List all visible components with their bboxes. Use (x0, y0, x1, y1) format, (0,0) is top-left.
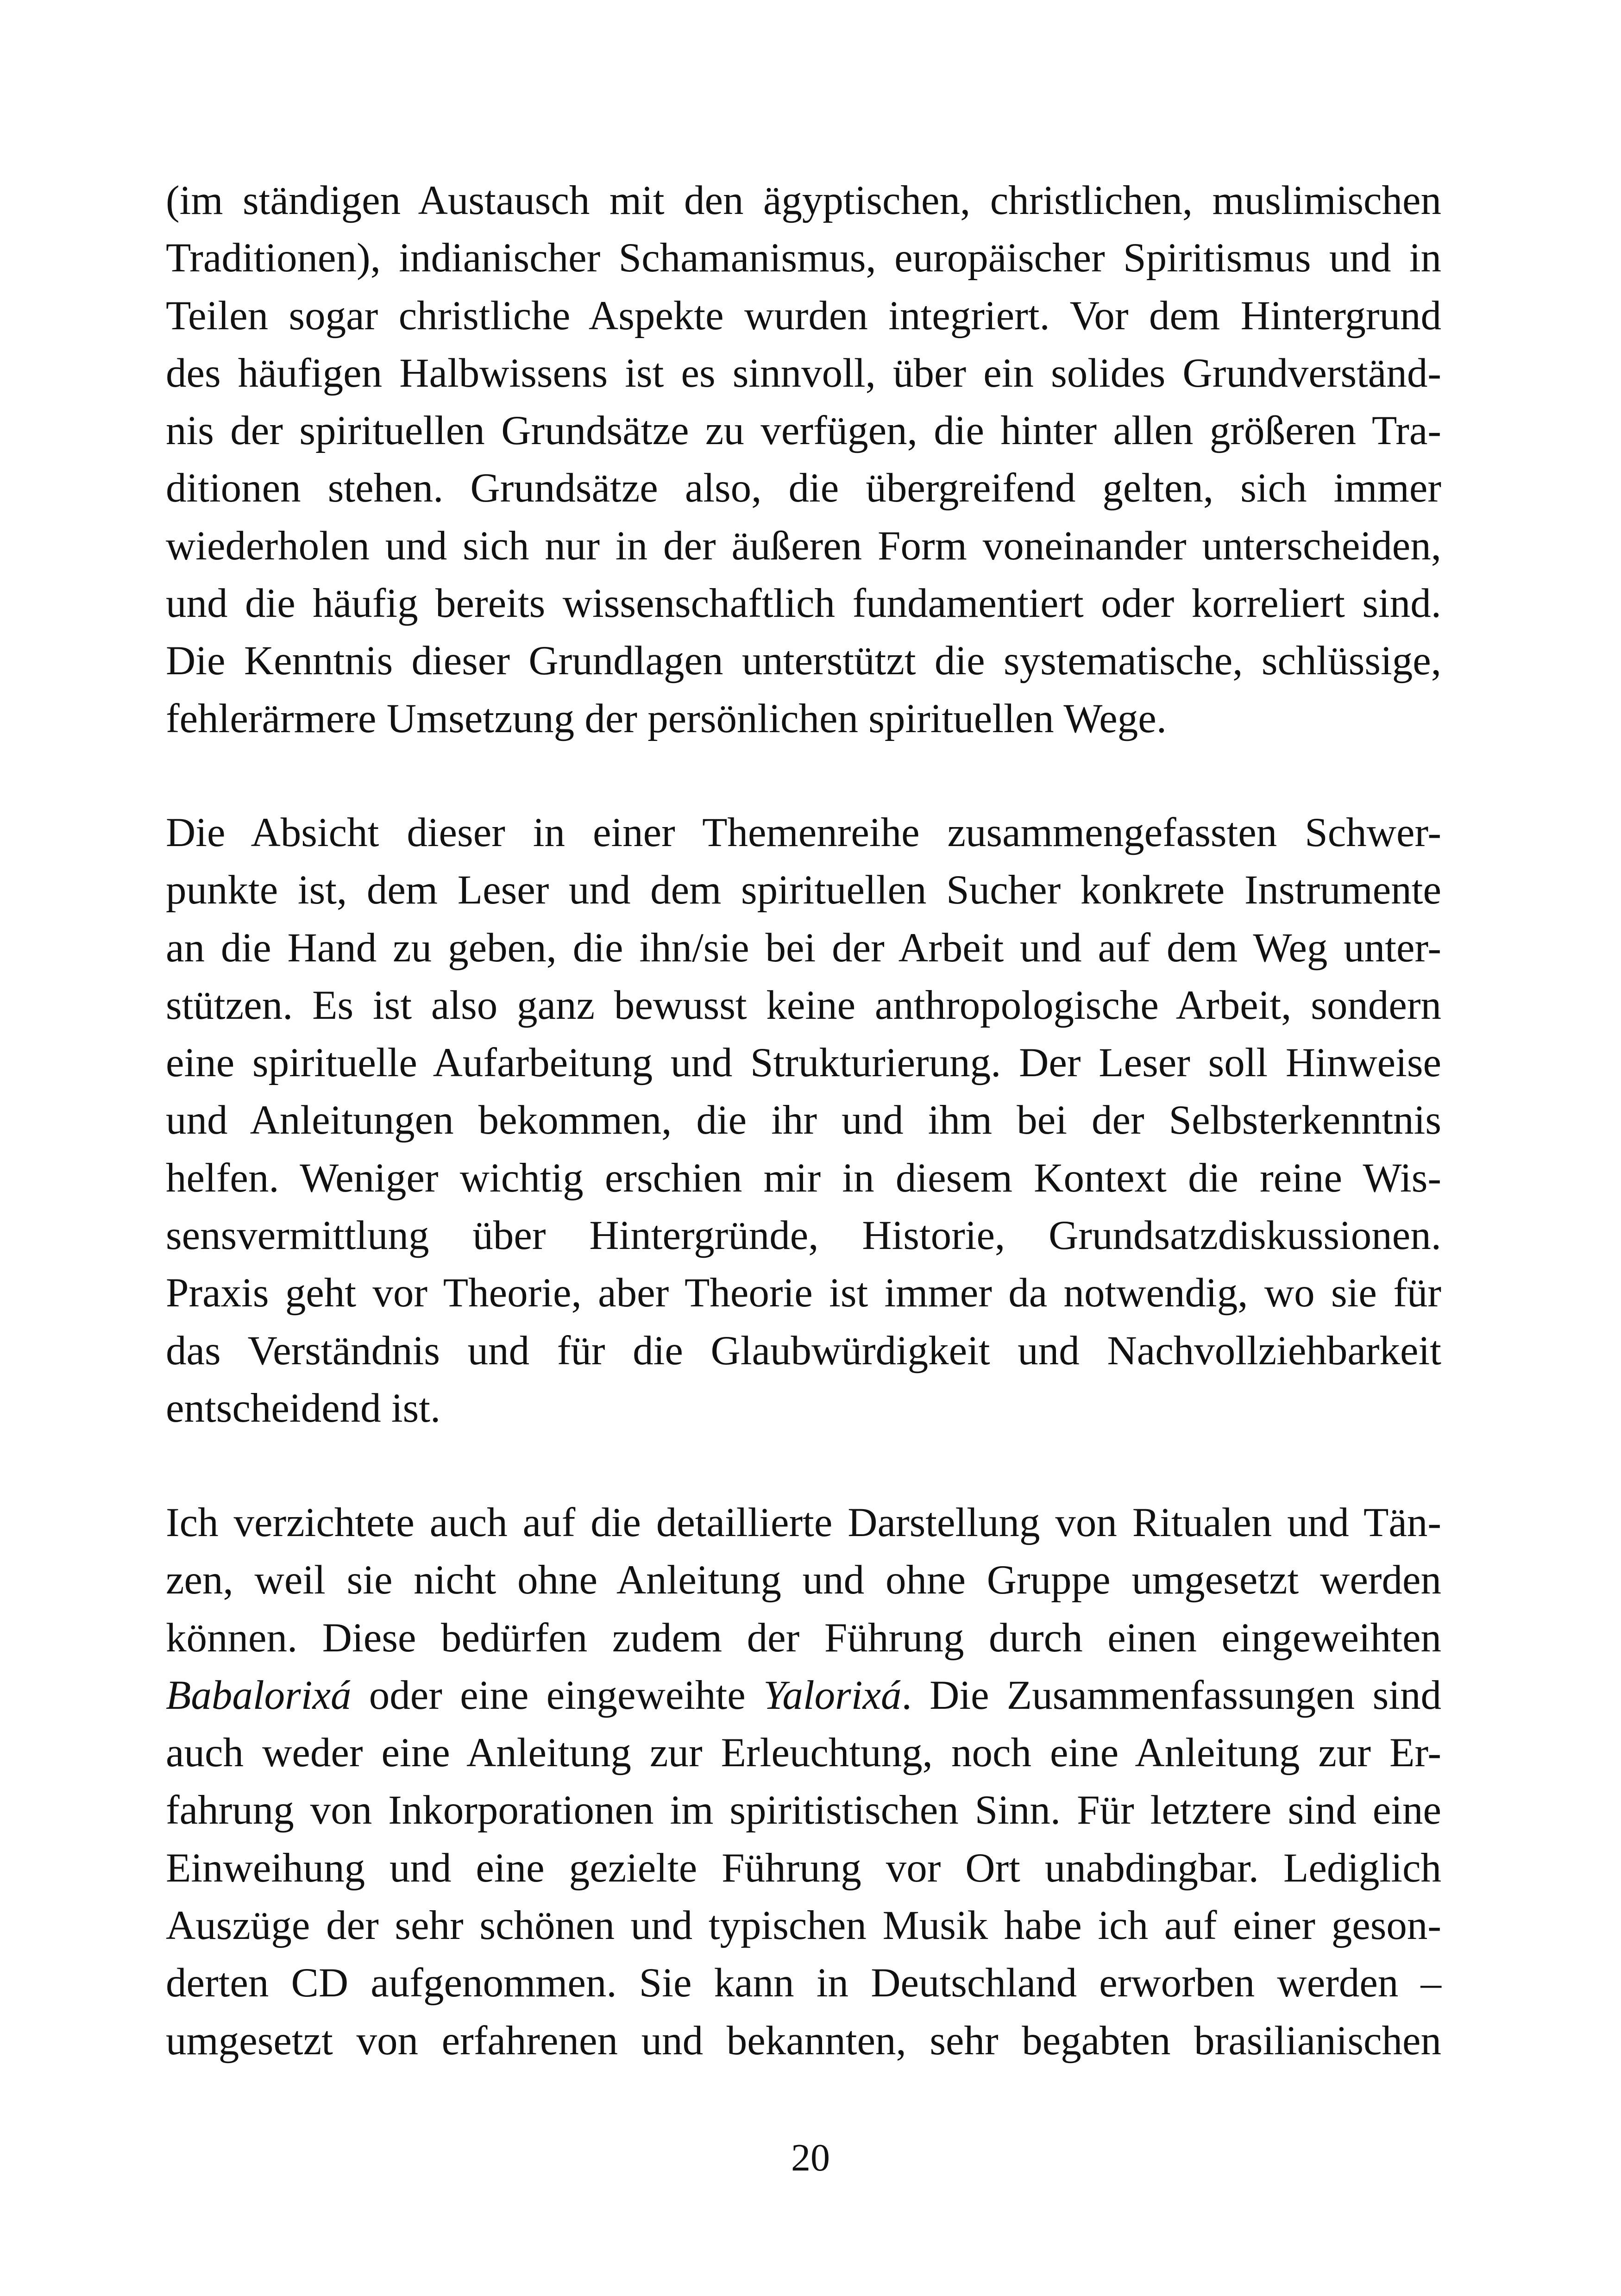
paragraph-line-with-italics (166, 1667, 1441, 1724)
paragraph-line: wiederholen und sich nur in der äußeren Form voneinander unterscheiden, (166, 523, 1441, 569)
paragraph-line: Praxis geht vor Theorie, aber Theorie ist immer da notwendig, wo sie für (166, 1270, 1441, 1316)
paragraph-line: und Anleitungen bekommen, die ihr und ihm bei der Selbsterkenntnis (166, 1098, 1441, 1143)
paragraph-line: des häufigen Halbwissens ist es sinnvoll, über ein solides Grundverständ- (166, 350, 1441, 396)
italic-term: Babalorixá (166, 1672, 352, 1718)
paragraph-line: fehlerärmere Umsetzung der persönlichen spirituellen Wege. (166, 696, 1167, 741)
paragraph-line: Teilen sogar christliche Aspekte wurden integriert. Vor dem Hintergrund (166, 293, 1441, 339)
paragraph-line: fahrung von Inkorporationen im spiritistischen Sinn. Für letztere sind eine (166, 1788, 1441, 1833)
paragraph-line: (im ständigen Austausch mit den ägyptischen, christlichen, muslimischen (166, 178, 1441, 223)
line-text: . Die Zusammenfassungen sind (901, 1672, 1441, 1718)
paragraph-line: zen, weil sie nicht ohne Anleitung und ohne Gruppe umgesetzt werden (166, 1557, 1441, 1603)
italic-term: Yalorixá (763, 1672, 902, 1718)
paragraph-line: derten CD aufgenommen. Sie kann in Deutschland erworben werden – (166, 1960, 1441, 2006)
paragraph-line: punkte ist, dem Leser und dem spirituellen Sucher konkrete Instrumente (166, 867, 1441, 913)
line-text: oder eine eingeweihte (351, 1672, 764, 1718)
paragraph-line: Traditionen), indianischer Schamanismus, europäischer Spiritismus und in (166, 235, 1441, 281)
paragraph-line: Die Absicht dieser in einer Themenreihe zusammengefassten Schwer- (166, 810, 1441, 855)
paragraph-line: stützen. Es ist also ganz bewusst keine anthropologische Arbeit, sondern (166, 982, 1441, 1028)
paragraph-line: sensvermittlung über Hintergründe, Historie, Grundsatzdiskussionen. (166, 1213, 1441, 1259)
paragraph-line: an die Hand zu geben, die ihn/sie bei der Arbeit und auf dem Weg unter- (166, 925, 1441, 971)
paragraph-line: umgesetzt von erfahrenen und bekannten, sehr begabten brasilianischen (166, 2018, 1441, 2064)
paragraph-line: entscheidend ist. (166, 1385, 441, 1431)
paragraph-line: Die Kenntnis dieser Grundlagen unterstützt die systematische, schlüssige, (166, 638, 1441, 684)
paragraph-line: Ich verzichtete auch auf die detaillierte Darstellung von Ritualen und Tän- (166, 1500, 1441, 1545)
paragraph-line: eine spirituelle Aufarbeitung und Strukturierung. Der Leser soll Hinweise (166, 1040, 1441, 1086)
paragraph-line: nis der spirituellen Grundsätze zu verfügen, die hinter allen größeren Tra- (166, 408, 1441, 454)
paragraph-3 (166, 1494, 1441, 2070)
paragraph-2 (166, 804, 1441, 1437)
paragraph-line: das Verständnis und für die Glaubwürdigkeit und Nachvollziehbarkeit (166, 1328, 1441, 1374)
paragraph-line: können. Diese bedürfen zudem der Führung durch einen eingeweihten (166, 1615, 1441, 1661)
paragraph-line: Auszüge der sehr schönen und typischen Musik habe ich auf einer geson- (166, 1903, 1441, 1949)
paragraph-line: Einweihung und eine gezielte Führung vor Ort unabdingbar. Lediglich (166, 1845, 1441, 1891)
paragraph-line: ditionen stehen. Grundsätze also, die übergreifend gelten, sich immer (166, 465, 1441, 511)
paragraph-line: auch weder eine Anleitung zur Erleuchtung, noch eine Anleitung zur Er- (166, 1730, 1441, 1776)
paragraph-line: und die häufig bereits wissenschaftlich fundamentiert oder korreliert sind. (166, 581, 1441, 627)
paragraph-1 (166, 172, 1441, 747)
page-number: 20 (791, 2136, 830, 2179)
paragraph-line: helfen. Weniger wichtig erschien mir in diesem Kontext die reine Wis- (166, 1155, 1441, 1201)
